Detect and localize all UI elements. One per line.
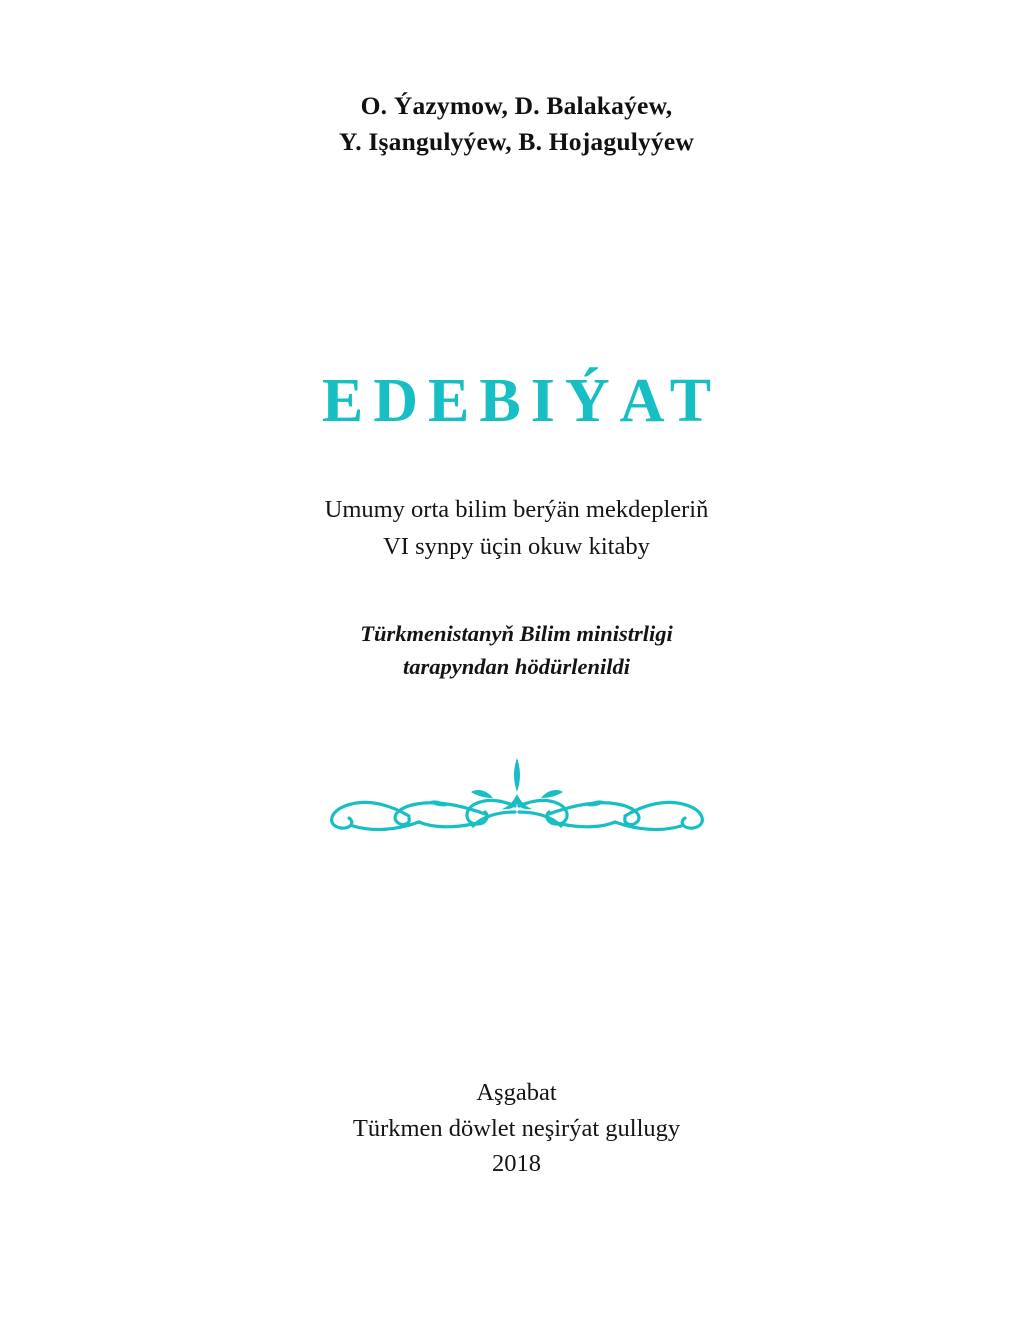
- subtitle-line-1: Umumy orta bilim berýän mekdepleriň: [324, 496, 709, 524]
- authors-line-2: Y. Işangulyýew, B. Hojagulyýew: [338, 127, 695, 157]
- imprint-publisher: Türkmen döwlet neşirýat gullugy: [352, 1114, 681, 1142]
- subtitle-line-2: VI synpy üçin okuw kitaby: [383, 532, 650, 560]
- floral-divider-ornament: [287, 736, 747, 841]
- imprint-block: [0, 1075, 1033, 1182]
- imprint-year: 2018: [492, 1150, 541, 1178]
- authors-block: [339, 88, 694, 160]
- endorsement-block: [360, 617, 673, 684]
- imprint-city: Aşgabat: [476, 1079, 557, 1106]
- authors-line-1: O. Ýazymow, D. Balakaýew,: [360, 91, 673, 120]
- subtitle-block: [325, 492, 709, 565]
- book-title: EDEBIÝAT: [321, 367, 722, 436]
- endorsement-line-2: tarapyndan hödürlenildi: [403, 654, 630, 680]
- endorsement-line-1: Türkmenistanyň Bilim ministrligi: [360, 620, 673, 646]
